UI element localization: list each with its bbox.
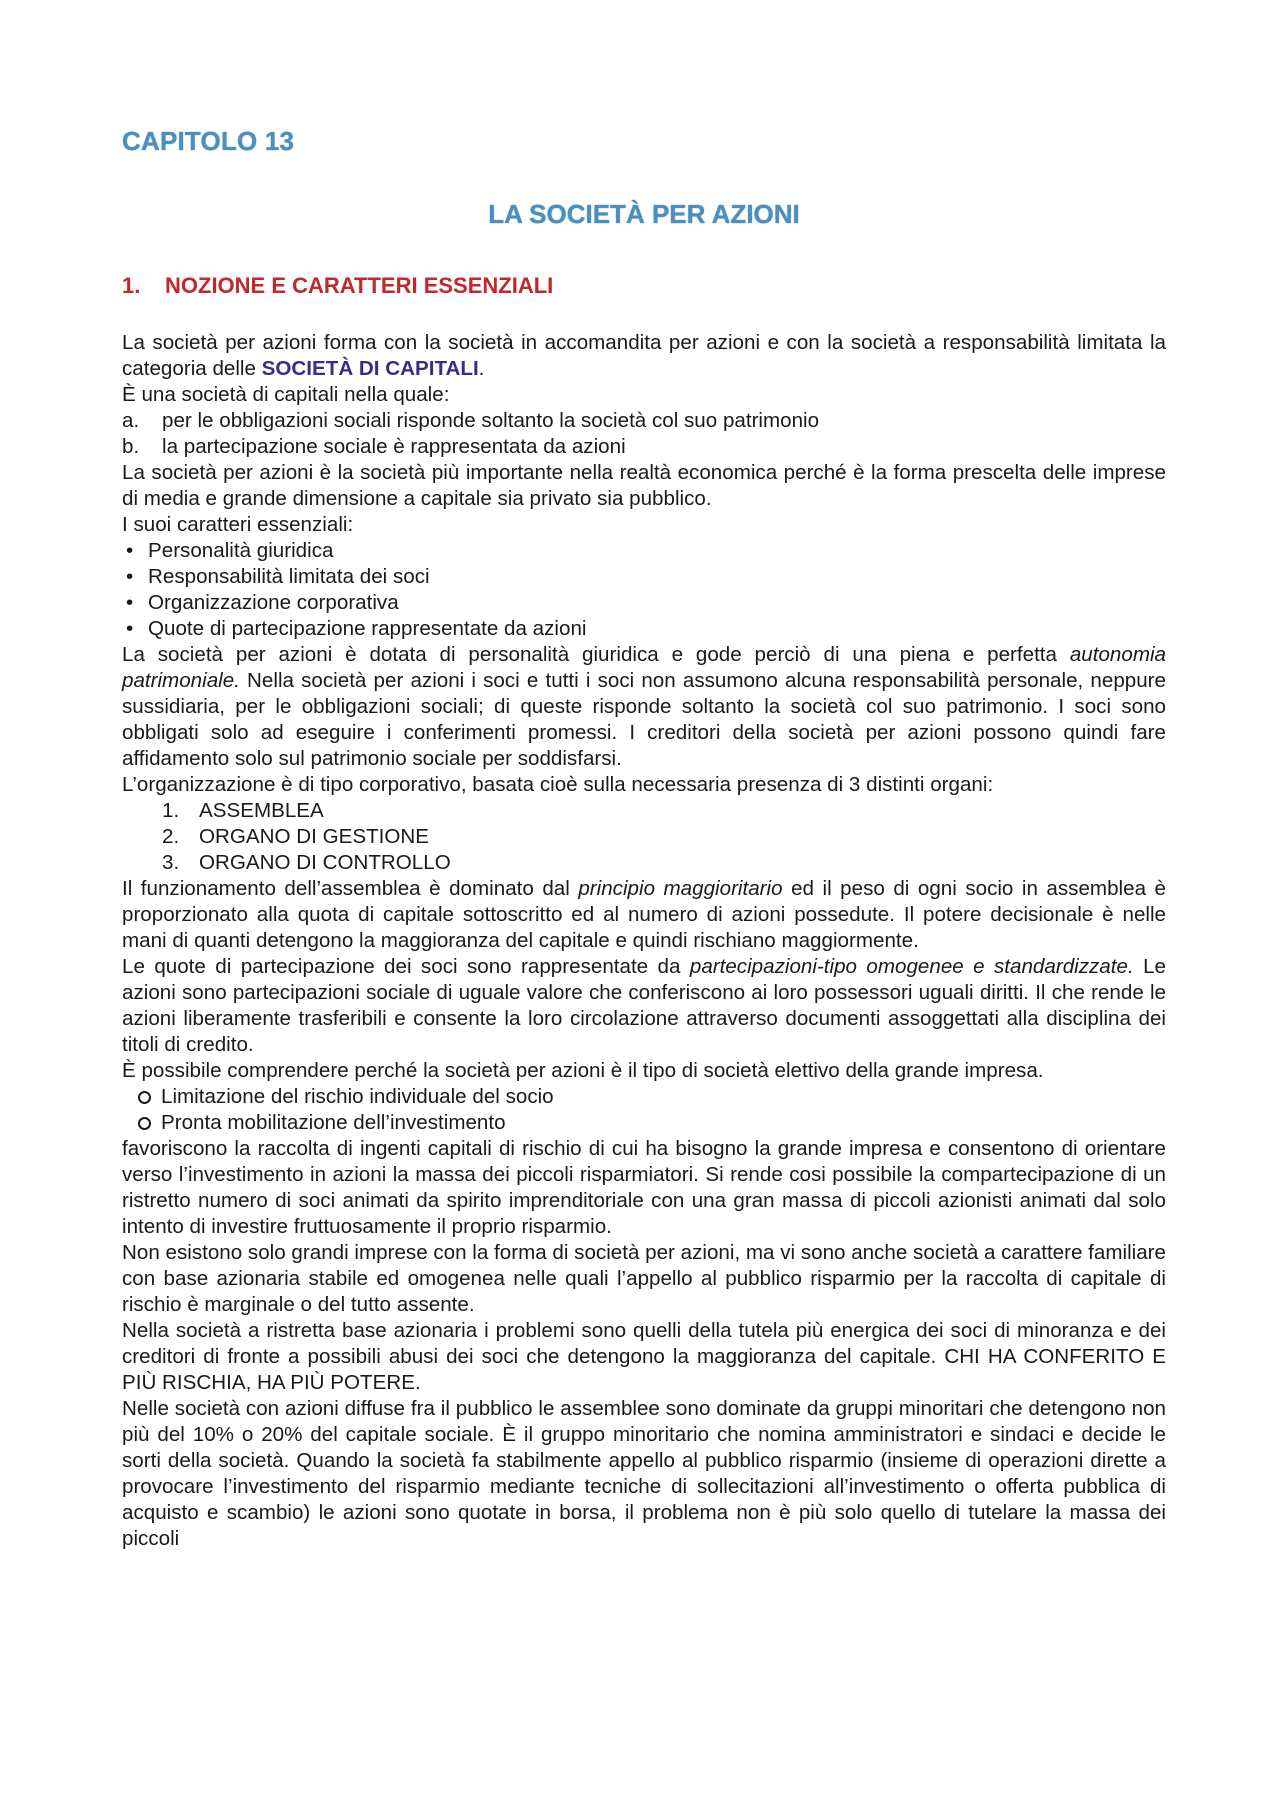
paragraph-5-text-continued: Nella società per azioni i soci e tutti i soci non assumono alcuna responsabilità personale, neppure sussidiaria, per le obbligazioni sociali; di queste risponde soltanto la società col suo patrimonio. I soci sono obbligati solo ad eseguire i conferimenti promessi. I creditori della società per azioni possono quindi fare affidamento solo sul patrimonio sociale per soddisfarsi. — [122, 669, 1166, 770]
list-item — [122, 434, 1166, 460]
list-item — [162, 798, 1166, 824]
paragraph-9: È possibile comprendere perché la società per azioni è il tipo di società elettivo della grande impresa. — [122, 1059, 1044, 1082]
list-item-text: Responsabilità limitata dei soci — [148, 565, 430, 588]
section-title: NOZIONE E CARATTERI ESSENZIALI — [165, 273, 554, 298]
paragraph-6: L’organizzazione è di tipo corporativo, basata cioè sulla necessaria presenza di 3 distinti organi: — [122, 773, 994, 796]
paragraph-5-text: La società per azioni è dotata di personalità giuridica e gode perciò di una piena e perfetta — [122, 643, 1070, 666]
paragraph-10: favoriscono la raccolta di ingenti capitali di rischio di cui ha bisogno la grande impresa e consentono di orientare verso l’investimento in azioni la massa dei piccoli risparmiatori. Si rende cosi possibile la compartecipazione di un ristretto numero di soci animati da spirito imprenditoriale con una gran massa di piccoli azionisti animati dal solo intento di investire fruttuosamente il proprio risparmio. — [122, 1137, 1166, 1238]
list-item — [138, 1084, 1166, 1110]
list-item-text: Limitazione del rischio individuale del socio — [161, 1085, 554, 1108]
italic-term: partecipazioni-tipo omogenee e standardizzate. — [689, 955, 1134, 978]
list-item-text: Organizzazione corporativa — [148, 591, 399, 614]
bullet-marker: • — [126, 565, 134, 588]
paragraph-4: I suoi caratteri essenziali: — [122, 513, 354, 536]
list-marker: 2. — [162, 825, 180, 848]
list-marker: 3. — [162, 851, 180, 874]
paragraph-8-text-continued: Le azioni sono partecipazioni sociale di uguale valore che conferiscono ai loro possessori uguali diritti. Il che rende le azioni liberamente trasferibili e consente la loro circolazione attraverso documenti assoggettati alla disciplina dei titoli di credito. — [122, 955, 1166, 1056]
paragraph-8-text: Le quote di partecipazione dei soci sono rappresentate da — [122, 955, 690, 978]
chapter-heading: CAPITOLO 13 — [122, 126, 295, 156]
list-item — [138, 1110, 1166, 1136]
paragraph-7 — [122, 876, 1166, 954]
paragraph-8 — [122, 954, 1166, 1058]
paragraph-1 — [122, 330, 1166, 382]
paragraph-2: È una società di capitali nella quale: — [122, 383, 450, 406]
list-item-text: per le obbligazioni sociali risponde soltanto la società col suo patrimonio — [162, 409, 820, 432]
list-item-text: ASSEMBLEA — [199, 799, 324, 822]
list-marker: a. — [122, 409, 140, 432]
bullet-marker: • — [126, 617, 134, 640]
alpha-list — [122, 408, 1166, 460]
list-marker: b. — [122, 435, 140, 458]
italic-term: principio maggioritario — [578, 877, 783, 900]
paragraph-1-end: . — [478, 357, 485, 380]
paragraph-12: Nella società a ristretta base azionaria i problemi sono quelli della tutela più energica dei soci di minoranza e dei creditori di fronte a possibili abusi dei soci che detengono la maggioranza del capitale. CHI HA CONFERITO E PIÙ RISCHIA, HA PIÙ POTERE. — [122, 1319, 1166, 1394]
list-item — [122, 408, 1166, 434]
paragraph-11: Non esistono solo grandi imprese con la forma di società per azioni, ma vi sono anche società a carattere familiare con base azionaria stabile ed omogenea nelle quali l’appello al pubblico risparmio per la raccolta di capitale di rischio è marginale o del tutto assente. — [122, 1241, 1166, 1316]
list-item — [122, 590, 1166, 616]
list-item-text: ORGANO DI CONTROLLO — [199, 851, 451, 874]
paragraph-7-text: Il funzionamento dell’assemblea è dominato dal — [122, 877, 579, 900]
paragraph-3: La società per azioni è la società più importante nella realtà economica perché è la forma prescelta delle imprese di media e grande dimensione a capitale sia privato sia pubblico. — [122, 461, 1166, 510]
list-item-text: Pronta mobilitazione dell’investimento — [161, 1111, 506, 1134]
section-heading — [122, 273, 553, 299]
paragraph-13: Nelle società con azioni diffuse fra il pubblico le assemblee sono dominate da gruppi minoritari che detengono non più del 10% o 20% del capitale sociale. È il gruppo minoritario che nomina amministratori e sindaci e decide le sorti della società. Quando la società fa stabilmente appello al pubblico risparmio (insieme di operazioni dirette a provocare l’investimento del risparmio mediante tecniche di sollecitazioni all’investimento o offerta pubblica di acquisto e scambio) le azioni sono quotate in borsa, il problema non è più solo quello di tutelare la massa dei piccoli — [122, 1397, 1166, 1550]
document-body — [122, 330, 1166, 1552]
list-item-text: Quote di partecipazione rappresentate da azioni — [148, 617, 587, 640]
list-marker: 1. — [162, 799, 180, 822]
paragraph-7-text-continued: ed il peso di ogni socio in assemblea è proporzionato alla quota di capitale sottoscritto ed al numero di azioni possedute. Il potere decisionale è nelle mani di quanti detengono la maggioranza del capitale e quindi rischiano maggiormente. — [122, 877, 1166, 952]
list-item-text: ORGANO DI GESTIONE — [199, 825, 429, 848]
list-item — [162, 850, 1166, 876]
list-item — [162, 824, 1166, 850]
highlight-societa-di-capitali: SOCIETÀ DI CAPITALI — [261, 357, 479, 380]
bullet-marker: • — [126, 591, 134, 614]
circle-bullet-icon — [138, 1091, 151, 1104]
page-title: LA SOCIETÀ PER AZIONI — [488, 199, 800, 229]
organs-list — [122, 798, 1166, 876]
list-item-text: Personalità giuridica — [148, 539, 334, 562]
bullet-list — [122, 538, 1166, 642]
section-number: 1. — [122, 273, 141, 298]
italic-term: autonomia patrimoniale. — [122, 643, 1166, 692]
list-item-text: la partecipazione sociale è rappresentata da azioni — [162, 435, 626, 458]
paragraph-1-text: La società per azioni forma con la società in accomandita per azioni e con la società a responsabilità limitata la categoria delle — [122, 331, 1166, 380]
circle-bullet-icon — [138, 1117, 151, 1130]
bullet-marker: • — [126, 539, 134, 562]
list-item — [122, 538, 1166, 564]
list-item — [122, 564, 1166, 590]
paragraph-5 — [122, 642, 1166, 772]
circle-list — [122, 1084, 1166, 1136]
list-item — [122, 616, 1166, 642]
